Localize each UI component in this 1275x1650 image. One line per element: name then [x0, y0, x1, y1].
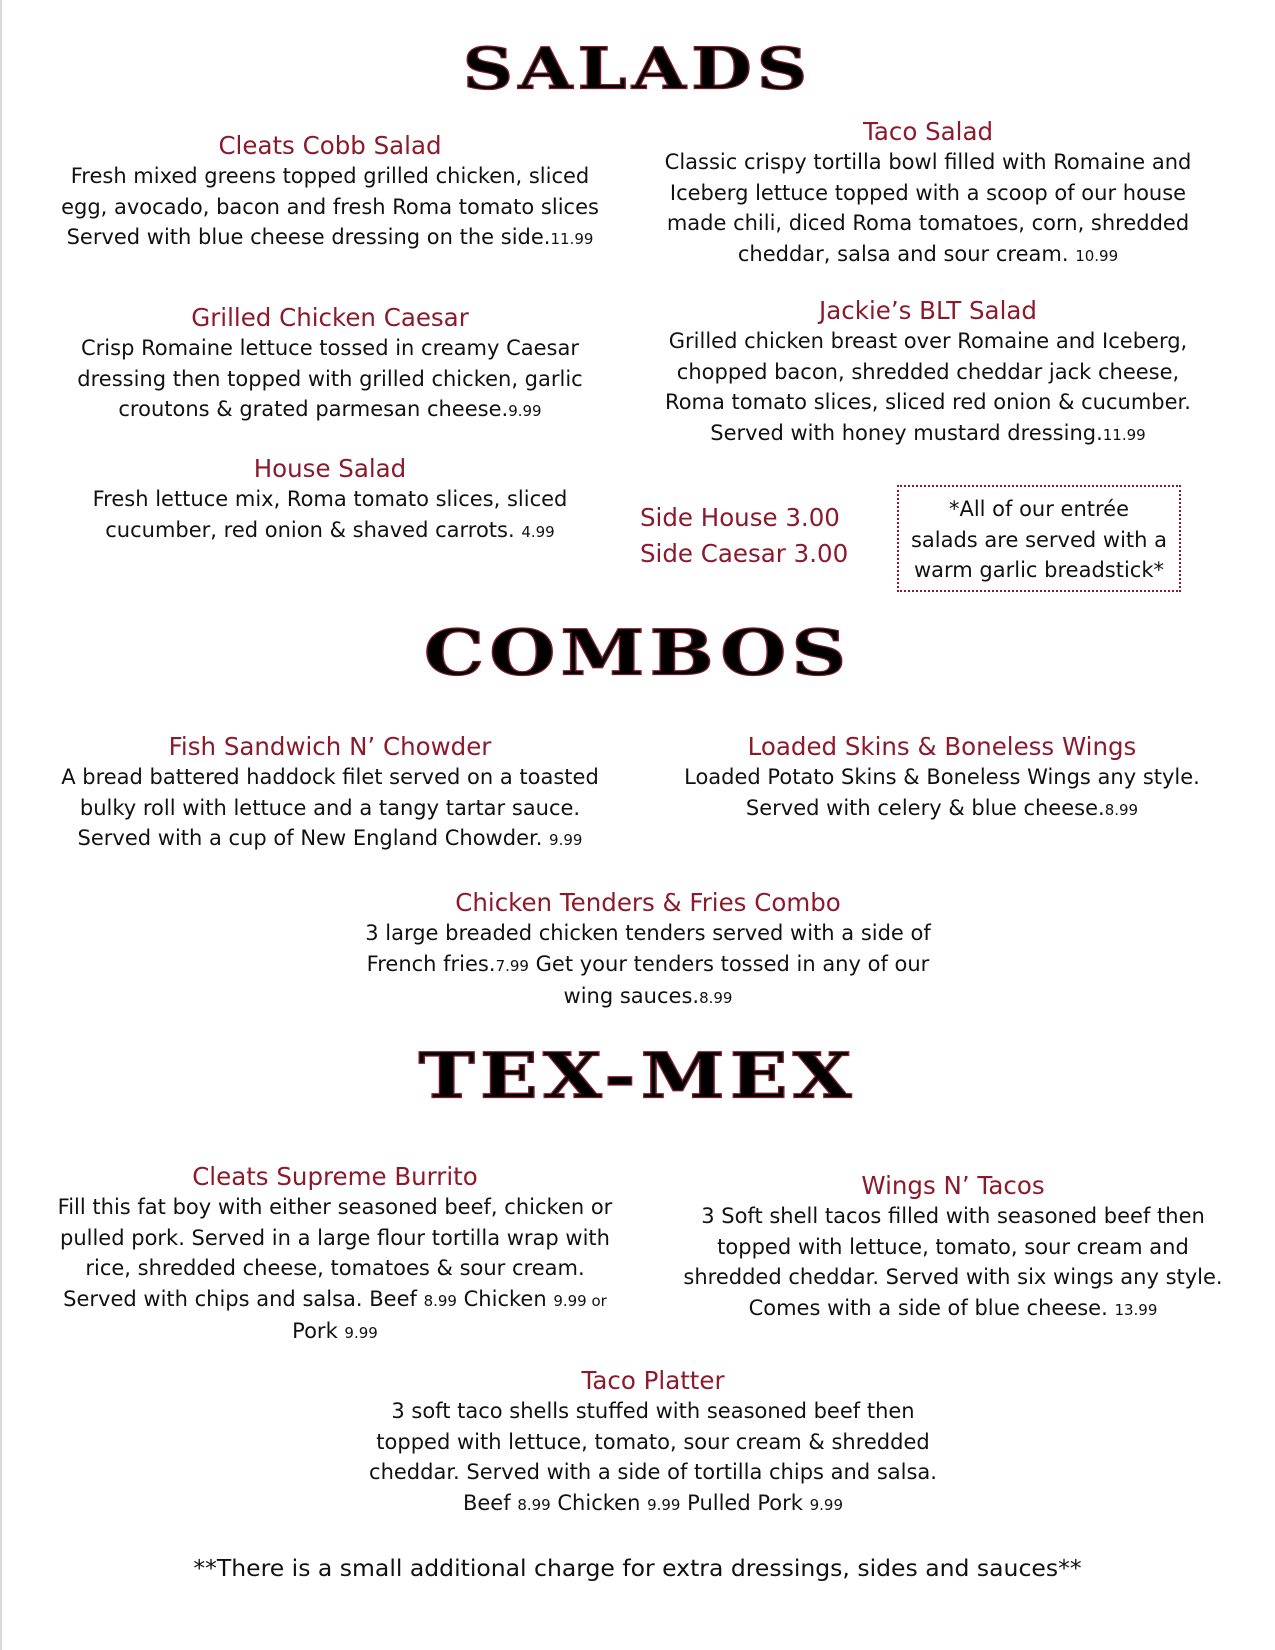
item-name: House Salad [253, 454, 407, 483]
item-description [30, 161, 630, 255]
price: 8.99 [423, 1291, 457, 1310]
description-text: Served with chips and salsa. Beef [63, 1286, 424, 1311]
item-description [338, 918, 958, 1014]
price: 9.99 [809, 1495, 843, 1514]
description-line [30, 1316, 640, 1349]
description-line [338, 981, 958, 1014]
description-text: Beef [462, 1490, 518, 1515]
description-line [628, 326, 1228, 357]
description-line [353, 1396, 953, 1427]
item-description [642, 762, 1242, 825]
item-name: Fish Sandwich N’ Chowder [168, 732, 492, 761]
description-text: 3 large breaded chicken tenders served with a side of [365, 921, 931, 945]
description-text: Pork [292, 1319, 345, 1343]
item-name: Taco Platter [581, 1366, 725, 1395]
description-line [30, 515, 630, 548]
description-line [642, 762, 1242, 793]
description-line [30, 364, 630, 395]
section-title-texmex: TEX-MEX [418, 1039, 857, 1113]
description-line [30, 1192, 640, 1223]
price: 11.99 [550, 230, 594, 248]
description-text: A bread battered haddock filet served on a toasted [61, 765, 599, 789]
description-line [353, 1457, 953, 1488]
item-description [353, 1396, 953, 1520]
description-line [30, 192, 630, 223]
description-text: Chicken [456, 1286, 554, 1311]
price: 9.99 or [553, 1291, 607, 1310]
menu-item-chicken-tenders [338, 888, 958, 1014]
price: 8.99 [517, 1495, 551, 1514]
price: 8.99 [699, 989, 733, 1007]
menu-item-taco-salad [628, 117, 1228, 271]
description-line [30, 161, 630, 192]
description-text: Crisp Romaine lettuce tossed in creamy Caesar [81, 336, 579, 360]
item-description [30, 484, 630, 547]
menu-item-fish-sandwich [30, 732, 630, 856]
description-text: cheddar. Served with a side of tortilla chips and salsa. [369, 1460, 937, 1484]
price: 7.99 [495, 956, 529, 975]
item-name: Cleats Supreme Burrito [192, 1162, 478, 1191]
description-text: wing sauces. [563, 984, 700, 1008]
side-item-house [640, 500, 848, 536]
description-text: made chili, diced Roma tomatoes, corn, shredded [666, 211, 1190, 235]
breadstick-note [897, 485, 1181, 592]
note-line: salads are served with a [910, 527, 1168, 552]
description-line [30, 222, 630, 255]
item-description [628, 147, 1228, 271]
menu-item-house-salad [30, 454, 630, 547]
item-description [653, 1201, 1253, 1325]
description-text: chopped bacon, shredded cheddar jack cheese, [676, 359, 1180, 384]
description-line [30, 484, 630, 515]
description-text: Loaded Potato Skins & Boneless Wings any style. [684, 765, 1200, 789]
item-name: Taco Salad [862, 117, 994, 146]
description-line [338, 949, 958, 982]
price: 9.99 [344, 1324, 378, 1342]
description-line [30, 793, 630, 824]
description-text: Served with honey mustard dressing. [710, 420, 1103, 445]
description-text: Roma tomato slices, sliced red onion & cucumber. [665, 390, 1191, 414]
description-text: Fresh mixed greens topped grilled chicken, sliced [70, 164, 590, 188]
description-text: cucumber, red onion & shaved carrots. [105, 517, 522, 542]
price: 11.99 [1102, 425, 1146, 444]
description-text: Iceberg lettuce topped with a scoop of our house [669, 180, 1187, 205]
item-name: Wings N’ Tacos [861, 1171, 1045, 1200]
description-line [653, 1293, 1253, 1326]
note-line: *All of our entrée [948, 497, 1130, 521]
price: 9.99 [549, 831, 583, 849]
price: 4.99 [521, 522, 555, 541]
side-price: 3.00 [785, 503, 840, 532]
description-line [653, 1262, 1253, 1293]
description-text: Served with blue cheese dressing on the side. [66, 225, 551, 249]
description-text: topped with lettuce, tomato, sour cream & shredded [376, 1429, 930, 1454]
description-text: Fresh lettuce mix, Roma tomato slices, sliced [92, 487, 568, 511]
description-text: cheddar, salsa and sour cream. [737, 241, 1076, 266]
description-text: croutons & grated parmesan cheese. [118, 397, 509, 421]
description-line [30, 333, 630, 364]
description-line [628, 178, 1228, 209]
menu-item-grilled-chicken-caesar [30, 303, 630, 427]
page-edge [0, 0, 2, 1650]
price: 10.99 [1075, 246, 1119, 265]
description-text: topped with lettuce, tomato, sour cream and [717, 1234, 1189, 1259]
description-line [30, 394, 630, 427]
description-text: pulled pork. Served in a large flour tortilla wrap with [60, 1225, 610, 1250]
item-description [628, 326, 1228, 450]
menu-item-skins-wings [642, 732, 1242, 825]
description-text: egg, avocado, bacon and fresh Roma tomato slices [61, 194, 599, 219]
description-line [30, 1284, 640, 1317]
item-description [30, 1192, 640, 1349]
description-text: Served with a cup of New England Chowder. [77, 826, 550, 850]
side-label: Side House [640, 503, 786, 532]
description-text: rice, shredded cheese, tomatoes & sour cream. [85, 1256, 585, 1280]
side-price: 3.00 [793, 539, 849, 568]
description-text: Comes with a side of blue cheese. [748, 1295, 1115, 1320]
side-label: Side Caesar [640, 539, 794, 568]
description-line [628, 239, 1228, 272]
description-line [338, 918, 958, 949]
menu-item-taco-platter [353, 1366, 953, 1520]
description-line [628, 357, 1228, 388]
description-text: Classic crispy tortilla bowl filled with Romaine and [664, 150, 1192, 174]
description-line [628, 418, 1228, 451]
description-line [30, 1223, 640, 1254]
item-name: Chicken Tenders & Fries Combo [455, 888, 841, 917]
menu-item-blt-salad [628, 296, 1228, 450]
description-line [30, 1253, 640, 1284]
description-line [353, 1427, 953, 1458]
price: 9.99 [647, 1495, 681, 1514]
description-line [642, 793, 1242, 826]
menu-item-cobb-salad [30, 131, 630, 255]
description-text: shredded cheddar. Served with six wings any style. [683, 1265, 1223, 1289]
section-title-salads: SALADS [462, 34, 813, 103]
description-text: Grilled chicken breast over Romaine and Iceberg, [668, 329, 1188, 353]
description-line [628, 208, 1228, 239]
price: 9.99 [508, 402, 542, 420]
description-text: 3 Soft shell tacos filled with seasoned beef then [701, 1204, 1205, 1228]
item-name: Cleats Cobb Salad [218, 131, 442, 160]
menu-item-supreme-burrito [30, 1162, 640, 1349]
description-line [653, 1201, 1253, 1232]
description-text: dressing then topped with grilled chicken, garlic [77, 366, 583, 391]
description-text: bulky roll with lettuce and a tangy tartar sauce. [79, 795, 581, 820]
description-text: French fries. [366, 951, 496, 976]
item-name: Grilled Chicken Caesar [191, 303, 469, 332]
item-description [30, 762, 630, 856]
note-line: warm garlic breadstick* [913, 558, 1164, 582]
description-line [628, 387, 1228, 418]
description-text: Chicken [550, 1490, 648, 1515]
price: 8.99 [1104, 800, 1139, 819]
description-line [30, 762, 630, 793]
item-name: Jackie’s BLT Salad [819, 296, 1037, 325]
side-item-caesar [640, 536, 848, 572]
side-salads [640, 500, 848, 572]
description-text: Fill this fat boy with either seasoned beef, chicken or [57, 1195, 613, 1219]
description-line [628, 147, 1228, 178]
description-text: Pulled Pork [680, 1490, 810, 1515]
section-title-combos: COMBOS [423, 616, 852, 690]
item-name: Loaded Skins & Boneless Wings [747, 732, 1137, 761]
description-text: 3 soft taco shells stuffed with seasoned beef then [391, 1399, 915, 1423]
description-text: Served with celery & blue cheese. [745, 795, 1105, 820]
item-description [30, 333, 630, 427]
footer-note: **There is a small additional charge for extra dressings, sides and sauces** [193, 1554, 1082, 1582]
description-line [653, 1232, 1253, 1263]
description-line [353, 1488, 953, 1521]
description-line [30, 823, 630, 856]
description-text: Get your tenders tossed in any of our [528, 951, 930, 976]
price: 13.99 [1114, 1300, 1158, 1319]
menu-item-wings-tacos [653, 1171, 1253, 1325]
